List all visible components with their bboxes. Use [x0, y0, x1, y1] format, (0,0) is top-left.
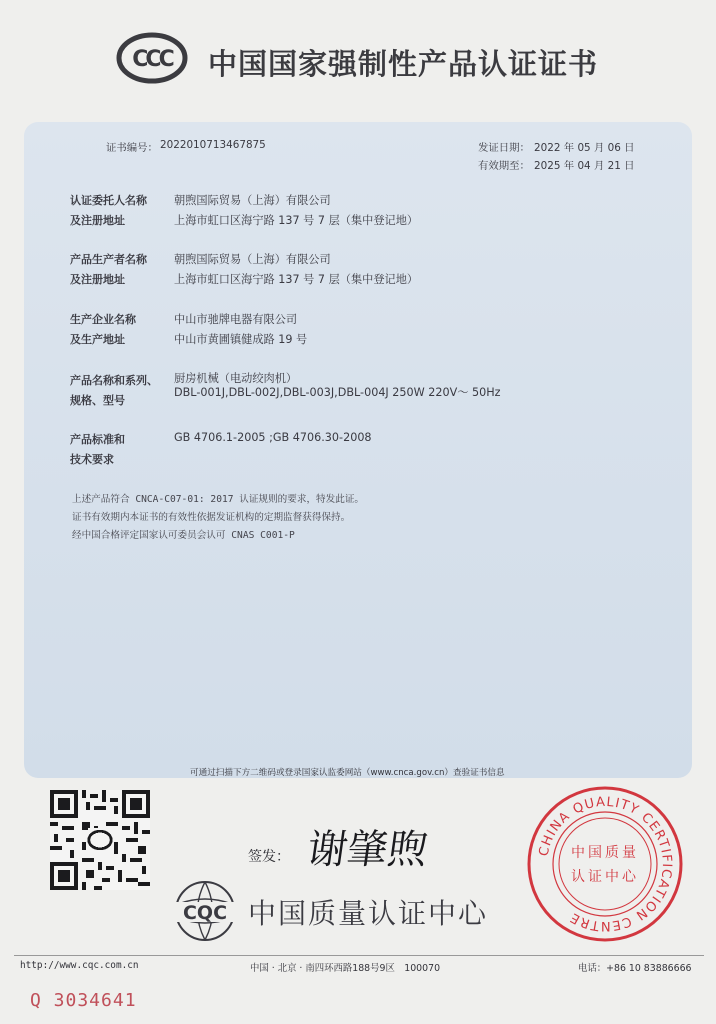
field-value-product-model: DBL-001J,DBL-002J,DBL-003J,DBL-004J 250W 220V～ 50Hz	[174, 386, 501, 399]
note-line-3: 经中国合格评定国家认可委员会认可 CNAS C001-P	[72, 530, 295, 541]
field-label-standard: 产品标准和	[70, 433, 125, 446]
field-value-applicant: 朝煦国际贸易（上海）有限公司	[174, 194, 331, 207]
field-label-technical-requirements: 技术要求	[70, 453, 114, 466]
svg-text:CCC: CCC	[132, 47, 172, 72]
footer-website[interactable]: http://www.cqc.com.cn	[20, 960, 139, 971]
field-label-factory-address: 及生产地址	[70, 333, 125, 346]
cert-number: 2022010713467875	[160, 139, 266, 151]
certificate-title: 中国国家强制性产品认证证书	[208, 47, 599, 81]
field-value-manufacturer-address: 上海市虹口区海宁路 137 号 7 层（集中登记地）	[174, 273, 419, 286]
svg-text:CHINA QUALITY CERTIFICATION CE: CHINA QUALITY CERTIFICATION CENTRE	[536, 794, 675, 934]
serial-number: Q 3034641	[30, 990, 137, 1011]
cqc-logo-icon	[168, 880, 242, 942]
qr-code[interactable]	[50, 790, 150, 890]
note-line-2: 证书有效期内本证书的有效性依据发证机构的定期监督获得保持。	[72, 512, 351, 523]
field-value-standard: GB 4706.1-2005 ;GB 4706.30-2008	[174, 431, 372, 444]
field-label-manufacturer: 产品生产者名称	[70, 253, 147, 266]
footer-divider	[14, 955, 704, 956]
field-value-applicant-address: 上海市虹口区海宁路 137 号 7 层（集中登记地）	[174, 214, 419, 227]
field-label-manufacturer-address: 及注册地址	[70, 273, 125, 286]
cert-number-label: 证书编号：	[106, 142, 158, 154]
svg-text:中国质量: 中国质量	[571, 845, 639, 861]
field-value-manufacturer: 朝煦国际贸易（上海）有限公司	[174, 253, 331, 266]
field-label-applicant: 认证委托人名称	[70, 194, 147, 207]
expiry-date-label: 有效期至：	[478, 160, 530, 172]
field-label-applicant-address: 及注册地址	[70, 214, 125, 227]
expiry-date: 2025 年 04 月 21 日	[534, 160, 635, 172]
ccc-mark-icon	[116, 32, 188, 84]
note-line-1: 上述产品符合 CNCA-C07-01: 2017 认证规则的要求，特发此证。	[72, 494, 365, 505]
field-value-product: 厨房机械（电动绞肉机）	[174, 372, 298, 385]
footer-address: 中国 · 北京 · 南四环西路188号9区 100070	[250, 963, 441, 974]
issuer-name: 中国质量认证中心	[248, 897, 489, 930]
footer-phone: 电话：+86 10 83886666	[578, 963, 692, 974]
field-label-factory: 生产企业名称	[70, 313, 136, 326]
field-value-factory-address: 中山市黄圃镇健成路 19 号	[174, 333, 308, 346]
verify-instructions: 可通过扫描下方二维码或登录国家认监委网站（www.cnca.gov.cn）查验证书信息	[190, 768, 505, 778]
issue-date-label: 发证日期：	[478, 142, 530, 154]
field-label-product-model: 规格、型号	[70, 394, 125, 407]
signature: 谢肇煦	[304, 827, 431, 873]
signature-label: 签发：	[248, 849, 290, 865]
official-seal	[526, 785, 684, 943]
svg-text:CQC: CQC	[182, 902, 228, 924]
issue-date: 2022 年 05 月 06 日	[534, 142, 635, 154]
field-value-factory: 中山市驰牌电器有限公司	[174, 313, 298, 326]
field-label-product: 产品名称和系列、	[70, 374, 158, 387]
svg-text:认证中心: 认证中心	[571, 869, 639, 885]
